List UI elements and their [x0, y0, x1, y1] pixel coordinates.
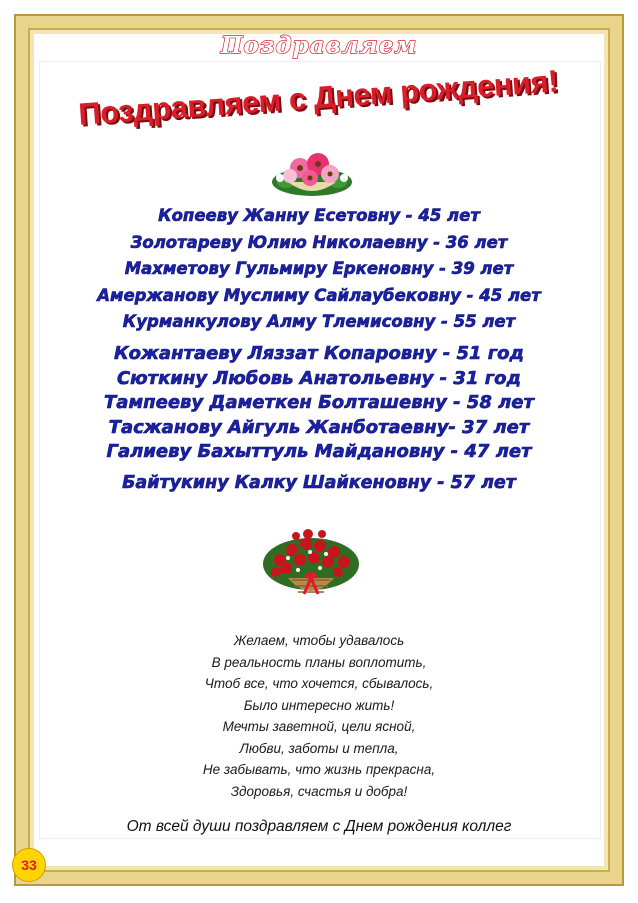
poem-line: В реальность планы воплотить, — [211, 654, 427, 670]
rose-basket-image — [258, 520, 364, 604]
banner-title: Поздравляем — [220, 32, 418, 59]
names-group-3 — [0, 473, 638, 493]
poem-line: Любви, заботы и тепла, — [239, 740, 399, 756]
name-line: Галиеву Бахыттуль Майдановну - 47 лет — [106, 441, 532, 462]
name-line: Махметову Гульмиру Еркеновну - 39 лет — [124, 259, 514, 278]
name-line: Байтукину Калку Шайкеновну - 57 лет — [122, 473, 516, 493]
name-line: Курманкулову Алму Тлемисовну - 55 лет — [122, 312, 516, 331]
poem — [0, 630, 638, 802]
names-group-2 — [0, 342, 638, 465]
name-line: Копееву Жанну Есетовну - 45 лет — [158, 206, 480, 225]
name-line: Сюткину Любовь Анатольевну - 31 год — [116, 367, 522, 389]
poem-line: Здоровья, счастья и добра! — [230, 783, 408, 799]
name-line: Кожантаеву Ляззат Копаровну - 51 год — [113, 343, 525, 364]
poem-line: Было интересно жить! — [243, 697, 395, 713]
page-number-badge: 33 — [12, 848, 46, 882]
name-line: Амержанову Муслиму Сайлаубековну - 45 лет — [97, 285, 541, 305]
closing-line: От всей души поздравляем с Днем рождения коллег — [126, 818, 512, 835]
poem-line: Не забывать, что жизнь прекрасна, — [202, 762, 436, 777]
names-group-1 — [0, 203, 638, 336]
name-line: Тампееву Даметкен Болташевну - 58 лет — [104, 392, 534, 413]
poem-line: Мечты заветной, цели ясной, — [222, 719, 416, 734]
headline: Поздравляем с Днем рождения! — [77, 63, 560, 132]
poem-line: Чтоб все, что хочется, сбывалось, — [204, 676, 434, 691]
name-line: Тасжанову Айгуль Жанботаевну- 37 лет — [108, 416, 530, 438]
name-line: Золотареву Юлию Николаевну - 36 лет — [130, 232, 508, 252]
flower-bouquet-image — [266, 148, 358, 200]
poem-line: Желаем, чтобы удавалось — [233, 633, 405, 648]
